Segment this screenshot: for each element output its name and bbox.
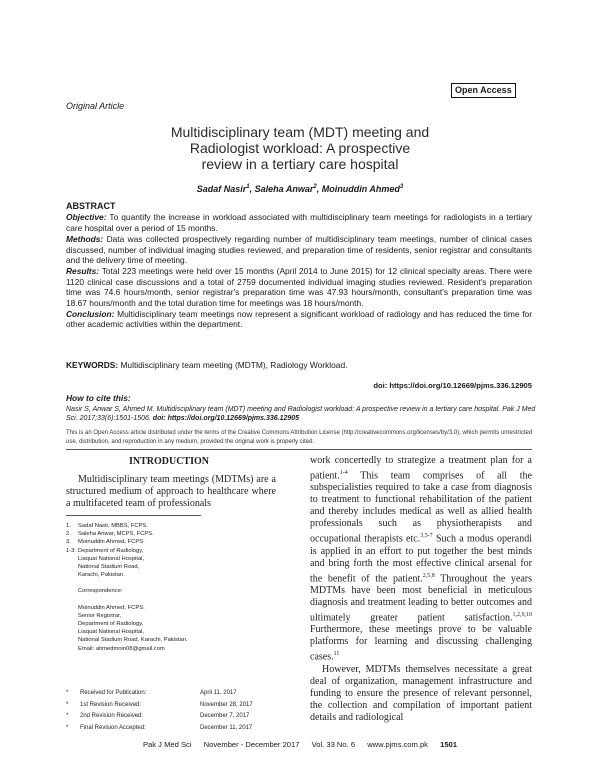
star-icon: *	[66, 701, 69, 708]
title-line: Multidisciplinary team (MDT) meeting and	[170, 124, 430, 140]
title-line: Radiologist workload: A prospective	[189, 140, 411, 156]
affiliation-number: 3.	[66, 539, 71, 546]
address-block	[78, 555, 286, 653]
citation-ref: 2,5,8	[422, 572, 435, 579]
citation-ref: 1,2,9,10	[512, 611, 532, 618]
publication-dates	[66, 688, 286, 734]
star-icon: *	[66, 724, 69, 731]
date-label: Received for Publication:	[80, 690, 147, 696]
abstract-conclusion	[66, 309, 532, 330]
date-row	[66, 700, 286, 712]
date-label: 1st Revision Received:	[80, 701, 142, 708]
conclusion-text: Multidisciplinary team meetings now represent a significant workload of radiology and has reduced the time for other academic activities within the department.	[66, 309, 533, 330]
body-paragraph	[310, 455, 532, 664]
address-line: National Stadium Road,	[78, 564, 140, 571]
affiliation-text: Saleha Anwar, MCPS, FCPS.	[78, 531, 154, 538]
body-text: Such a modus operandi is applied in an effort to put together the best minds and bring forth the most effective clinical arsenal for the benefit of the patient.	[310, 533, 532, 584]
affiliation-row	[66, 522, 286, 530]
title-line: review in a tertiary care hospital	[201, 156, 399, 172]
footer-website[interactable]: www.pjms.com.pk	[367, 740, 428, 749]
correspondence-line: Department of Radiology,	[78, 621, 144, 628]
date-row	[66, 711, 286, 723]
abstract-results	[66, 266, 532, 308]
keywords-label: KEYWORDS:	[66, 360, 119, 370]
date-value: April 11, 2017	[200, 690, 237, 696]
article-title	[0, 124, 600, 172]
date-row	[66, 723, 286, 735]
article-type: Original Article	[66, 101, 125, 111]
left-column	[66, 474, 276, 510]
methods-label: Methods:	[66, 234, 104, 245]
body-text: Throughout the years MDTMs have been most beneficial in meticulous diagnosis and treatment leading to better outcomes and ultimately greater patient satisfaction.	[310, 572, 532, 624]
star-icon: *	[66, 690, 69, 696]
license-notice: This is an Open Access article distributed under the terms of the Creative Commons Attribution License (http://creativecommons.org/licenses/by/3.0), which permits unrestricted use, distribution, and reproduction in any medium, provided the original work is properly cited.	[66, 430, 533, 445]
date-value: December 11, 2017	[200, 724, 253, 731]
footer-journal: Pak J Med Sci	[142, 740, 192, 749]
intro-paragraph: Multidisciplinary team meetings (MDTMs) are a structured medium of approach to healthcare where a multifaceted team of professionals	[66, 474, 276, 509]
keywords-text: Multidisciplinary team meeting (MDTM), Radiology Workload.	[120, 360, 348, 370]
author-sup: 1	[246, 184, 250, 190]
abstract-heading: ABSTRACT	[66, 201, 116, 211]
citation-doi[interactable]: doi: https://doi.org/10.12669/pjms.336.12905	[152, 415, 300, 423]
body-text: This team comprises of all the subspecialisties required to take a case from diagnosis to treatment to functional rehabilitation of the patient and thereby includes medical as well as allied health professionals such as physiotherapists and occupational therapists etc.	[310, 470, 532, 545]
body-text: work concertedly to strategize a treatment plan for a patient.	[310, 455, 532, 482]
abstract-methods	[66, 234, 532, 265]
author-name: Saleha Anwar	[254, 184, 314, 194]
citation-ref: 11	[333, 651, 340, 658]
date-label: 2nd Revision Received:	[80, 713, 144, 719]
right-column	[310, 455, 532, 724]
abstract-objective	[66, 212, 532, 233]
affiliation-text: Moinuddin Ahmed, FCPS.	[78, 539, 145, 546]
citation-text: Nasir S, Anwar S, Ahmed M. Multidisciplinary team (MDT) meeting and Radiologist workload: A prospective review in a tertiary care hospital. Pak J Med Sci. 2017;33(6):1501-1506.	[66, 406, 536, 423]
citation	[66, 405, 536, 424]
conclusion-label: Conclusion:	[66, 309, 115, 320]
introduction-heading: INTRODUCTION	[128, 456, 209, 467]
affiliation-number: 2.	[66, 531, 71, 538]
author-name: Sadaf Nasir	[196, 184, 247, 194]
affiliation-row	[66, 538, 286, 546]
author-list: Sadaf Nasir$^1$, Saleha Anwar$^2$, Moinuddin Ahmed$^3$	[196, 184, 404, 194]
page-footer	[0, 740, 600, 749]
body-paragraph: However, MDTMs themselves necessitate a great deal of organization, management infrastructure and funding to ensure the presence of relevant personnel, the collection and compilation of important patient details and radiological	[310, 663, 532, 723]
affiliation-number: 1.	[66, 523, 71, 529]
objective-text: To quantify the increase in workload associated with multidisciplinary team meetings for radiologists in a tertiary care hospital over a period of 15 months.	[66, 212, 532, 233]
citation-ref: 3,5-7	[420, 533, 433, 540]
results-label: Results:	[66, 266, 100, 277]
correspondence-line: Liaquat National Hospital,	[78, 629, 145, 636]
date-value: November 28, 2017	[200, 701, 253, 708]
divider	[66, 449, 532, 450]
open-access-badge: Open Access	[451, 83, 516, 98]
author-sup: 3	[399, 184, 404, 190]
address-line: Karachi, Pakistan.	[78, 572, 125, 579]
date-row	[66, 688, 286, 700]
star-icon: *	[66, 713, 69, 719]
affiliation-number: 1-3:	[66, 547, 76, 554]
correspondence-label: Correspondence:	[78, 588, 123, 595]
address-line: Liaquat National Hospital,	[78, 555, 145, 562]
correspondence-line: Moinuddin Ahmed, FCPS.	[78, 604, 145, 611]
citation-ref: 1-4	[339, 470, 348, 476]
cite-heading: How to cite this:	[66, 393, 131, 403]
doi-link[interactable]: doi: https://doi.org/10.12669/pjms.336.12905	[373, 381, 532, 390]
keywords	[66, 360, 532, 370]
abstract	[66, 201, 532, 331]
email-address[interactable]: Email: ahmedmoin08@gmail.com	[78, 645, 165, 652]
footer-volume: Vol. 33 No. 6	[311, 740, 356, 749]
objective-label: Objective:	[66, 212, 107, 223]
page-number: 1501	[440, 740, 457, 749]
author-name: Moinuddin Ahmed	[321, 184, 400, 194]
correspondence-line: Senior Registrar,	[78, 612, 122, 619]
date-label: Final Revision Accepted:	[80, 724, 146, 731]
body-text: Furthermore, these meetings prove to be valuable platforms for learning and discussing challenging cases.	[310, 624, 532, 663]
footnote-divider	[66, 515, 201, 516]
date-value: December 7, 2017	[200, 713, 250, 719]
author-sup: 2	[313, 184, 317, 190]
affiliations	[66, 522, 286, 653]
affiliation-text: Sadaf Nasir, MBBS, FCPS.	[78, 523, 148, 529]
footer-issue-date: November - December 2017	[203, 740, 300, 749]
affiliation-text: Department of Radiology,	[78, 547, 144, 554]
results-text: Total 223 meetings were held over 15 months (April 2014 to June 2015) for 12 clinical specialty areas. There were 1120 clinical case discussions and a total of 2759 documented individual imaging studies reviewed. Resident's preparation time was 74.6 hours/month, senior registrar's preparation time was 47.93 hours/month, consultant's preparation time was 18.67 hours/month and the total duration time for meetings was 18 hours/month.	[66, 266, 532, 308]
correspondence-line: National Stadium Road, Karachi, Pakistan.	[78, 637, 188, 644]
affiliation-row	[66, 547, 286, 555]
affiliation-row	[66, 530, 286, 538]
methods-text: Data was collected prospectively regarding number of multidisciplinary team meetings, number of clinical cases discussed, number of individual imaging studies reviewed, and preparation time of residents, senior registrar and consultants and the delivery time of meeting.	[66, 234, 533, 266]
